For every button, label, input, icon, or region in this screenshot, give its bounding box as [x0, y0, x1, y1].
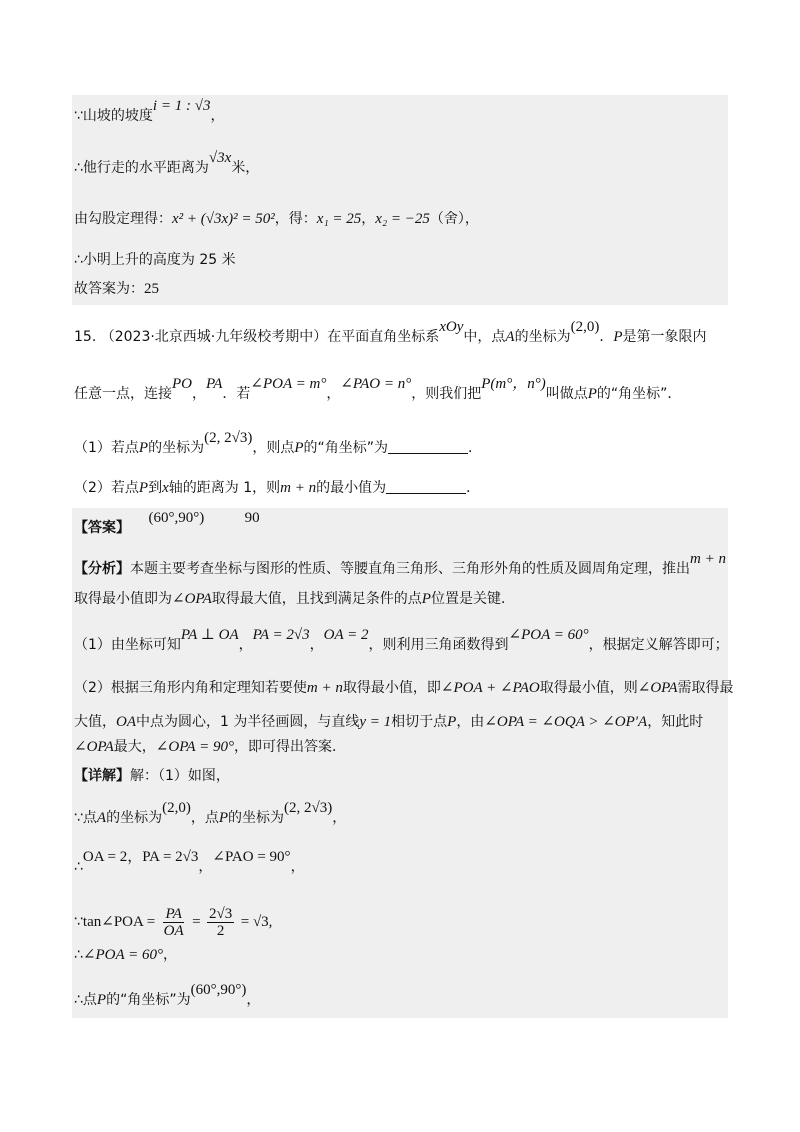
text: ∴ [74, 859, 83, 875]
text: ， [361, 211, 376, 227]
analysis-line4 [74, 678, 734, 698]
math-angle-opa: ∠OPA [172, 591, 212, 607]
answer-blank-2 [386, 479, 466, 494]
math-p: P [218, 810, 229, 826]
math-angle-opa-90: ∠OPA = 90° [155, 739, 234, 755]
text: 中，点 [463, 329, 506, 345]
text: ， [210, 108, 225, 124]
math-coord-a: (2,0) [162, 800, 191, 816]
text: ． [599, 329, 614, 345]
math-a: A [96, 810, 107, 826]
math-tan: tan∠POA = [82, 914, 156, 930]
q15-line1 [74, 319, 707, 347]
math-pa-perp-oa: PA ⊥ OA [180, 627, 239, 643]
answer-line [74, 510, 260, 538]
text: ，即可得出答案． [233, 739, 346, 755]
text: 的“角坐标”． [596, 386, 682, 402]
detail-line2 [74, 849, 305, 877]
line-horizontal-distance [74, 150, 260, 178]
math-result: = √3, [240, 914, 273, 930]
text: 需取得最 [677, 680, 734, 696]
answer-blank-1 [388, 439, 468, 454]
math-p: P [138, 480, 149, 496]
line-height-result [74, 250, 236, 270]
math-p: P [447, 714, 457, 730]
math-oa-value: OA = 2 [323, 627, 369, 643]
math-p: P [294, 440, 304, 456]
math-x1: x₁ = 25 [316, 211, 362, 227]
math-pa-value: PA = 2√3 [252, 627, 310, 643]
equals: = [192, 914, 201, 930]
text: （舍）， [429, 211, 479, 227]
math-a: A [505, 329, 515, 345]
math-oa: OA [116, 714, 136, 730]
math-angle-poa-60: ∠POA = 60° [508, 627, 589, 643]
text: 的最小值为 [316, 480, 387, 496]
text: 的“角坐标”为 [106, 992, 191, 1008]
text: （1）由坐标可知 [74, 637, 181, 653]
math-angle-pao-90: ∠PAO = 90° [212, 849, 291, 865]
math-equation: x² + (√3x)² = 50² [172, 211, 275, 227]
text: （1）若点 [74, 440, 139, 456]
text: 取得最大值，且找到满足条件的点 [211, 591, 422, 607]
math-coord-p: (2, 2√3) [204, 430, 253, 446]
math-angle-compare: ∠OPA = ∠OQA > ∠OP′A [484, 714, 648, 730]
text: ， [192, 386, 206, 402]
line-pythagoras [74, 209, 479, 229]
fraction-pa-oa [162, 906, 186, 939]
text: 的“角坐标”为 [303, 440, 389, 456]
math-oa-pa: OA = 2，PA = 2√3 [82, 849, 199, 865]
math-p: P [587, 386, 597, 402]
text: ，则利用三角函数得到 [368, 637, 509, 653]
detail-line5 [74, 982, 261, 1010]
text: ， [309, 637, 324, 653]
text: ．若 [222, 386, 251, 402]
math-po: PO [172, 376, 192, 392]
analysis-line3 [74, 627, 729, 655]
denominator: 2 [216, 922, 225, 939]
text: 任意一点，连接 [74, 386, 172, 402]
text: ， [326, 386, 341, 402]
denominator: OA [163, 922, 184, 939]
math-m-plus-n: m + n [280, 480, 317, 496]
math-p: P [613, 329, 623, 345]
numerator: PA [165, 905, 182, 922]
text: ． [466, 480, 481, 496]
shaded-solution-top [72, 95, 728, 305]
math-coord-p: (2, 2√3) [284, 800, 333, 816]
q15-sub1 [74, 430, 483, 458]
math-m-plus-n: m + n [306, 680, 343, 696]
analysis-line6 [74, 737, 346, 757]
math-y-eq-1: y = 1 [359, 714, 392, 730]
math-angle-opa: ∠OPA [637, 680, 678, 696]
detail-line0 [74, 766, 230, 786]
answer-label: 【答案】 [74, 520, 130, 536]
question-number: 15. [74, 329, 97, 345]
text: ，知此时 [647, 714, 704, 730]
math-p: P [138, 440, 149, 456]
math-m-plus-n: m + n [690, 551, 726, 567]
text: 的坐标为 [148, 440, 205, 456]
q15-sub2 [74, 478, 480, 498]
math-x2: x₂ = −25 [375, 211, 430, 227]
text: ，得： [274, 211, 317, 227]
detail-line4 [74, 945, 177, 965]
text: 取得最小值，则 [539, 680, 638, 696]
text: ∴ [74, 947, 83, 963]
math-angle-sum: ∠POA + ∠PAO [440, 680, 540, 696]
math-angle-pao: ∠PAO = n° [340, 376, 412, 392]
line-answer-25 [74, 279, 159, 299]
math-pa: PA [206, 376, 223, 392]
analysis-line2 [74, 589, 515, 609]
analysis-label: 【分析】 [74, 561, 130, 577]
text: 的坐标为 [514, 329, 571, 345]
text: ， [163, 947, 177, 963]
text: ∵山坡的坡度 [74, 108, 153, 124]
detail-line1 [74, 800, 347, 828]
analysis-line1 [74, 551, 726, 579]
math-slope: i = 1 : √3 [152, 98, 211, 114]
text: ，根据定义解答即可； [588, 637, 729, 653]
text: ，由 [456, 714, 485, 730]
text: 轴的距离为 1，则 [168, 480, 281, 496]
answer-value-2: 90 [244, 510, 260, 526]
text: ∴他行走的水平距离为 [74, 160, 209, 176]
detail-label: 【详解】 [74, 768, 130, 784]
text: 故答案为： [74, 281, 144, 297]
text: ， [290, 859, 305, 875]
answer-value: 25 [144, 281, 159, 297]
text: 最大， [113, 739, 156, 755]
text: 是第一象限内 [622, 329, 707, 345]
text: 解：（1）如图， [130, 768, 230, 784]
text: ∴小明上升的高度为 25 米 [74, 252, 236, 268]
math-angle-coord: (60°,90°) [190, 982, 247, 998]
text: ∴点 [74, 992, 97, 1008]
text: 米， [231, 160, 260, 176]
math-p: P [421, 591, 431, 607]
text: ，则点 [252, 440, 295, 456]
numerator: 2√3 [209, 905, 233, 922]
text: ∵ [74, 914, 83, 930]
math-distance: √3x [208, 150, 232, 166]
text: 由勾股定理得： [74, 211, 172, 227]
math-coord-a: (2,0) [570, 319, 600, 335]
text: ． [468, 440, 483, 456]
text: 位置是关键． [430, 591, 515, 607]
math-angle-poa-60: ∠POA = 60° [82, 947, 163, 963]
math-x: x [162, 480, 169, 496]
text: （2）根据三角形内角和定理知若要使 [74, 680, 307, 696]
line-slope [74, 98, 225, 126]
text: （2）若点 [74, 480, 139, 496]
text: 的坐标为 [106, 810, 163, 826]
answer-value-1: (60°,90°) [148, 510, 205, 526]
text: 大值， [74, 714, 116, 730]
text: ， [246, 992, 261, 1008]
text: ， [332, 810, 347, 826]
shaded-answer-block [72, 508, 728, 1018]
math-angle-opa: ∠OPA [74, 739, 114, 755]
fraction-value [207, 906, 234, 939]
analysis-line5 [74, 712, 703, 732]
text: 取得最小值即为 [74, 591, 172, 607]
text: ， [198, 859, 213, 875]
question-source: （2023·北京西城·九年级校考期中）在平面直角坐标系 [100, 329, 440, 345]
text: 相切于点 [391, 714, 448, 730]
detail-line3 [74, 904, 272, 940]
text: 到 [148, 480, 163, 496]
text: ，则我们把 [411, 386, 482, 402]
text: 叫做点 [545, 386, 588, 402]
text: 取得最小值，即 [342, 680, 441, 696]
text: ， [238, 637, 253, 653]
text: 本题主要考查坐标与图形的性质、等腰直角三角形、三角形外角的性质及圆周角定理，推出 [130, 561, 690, 577]
math-xoy: xOy [439, 319, 464, 335]
text: 中点为圆心，1 为半径画圆，与直线 [136, 714, 360, 730]
text: ，点 [190, 810, 219, 826]
math-angle-poa: ∠POA = m° [250, 376, 327, 392]
q15-line2 [74, 376, 682, 404]
text: ∵点 [74, 810, 97, 826]
text: 的坐标为 [228, 810, 285, 826]
math-p-mn: P(m°，n°) [481, 376, 546, 392]
math-p: P [96, 992, 107, 1008]
